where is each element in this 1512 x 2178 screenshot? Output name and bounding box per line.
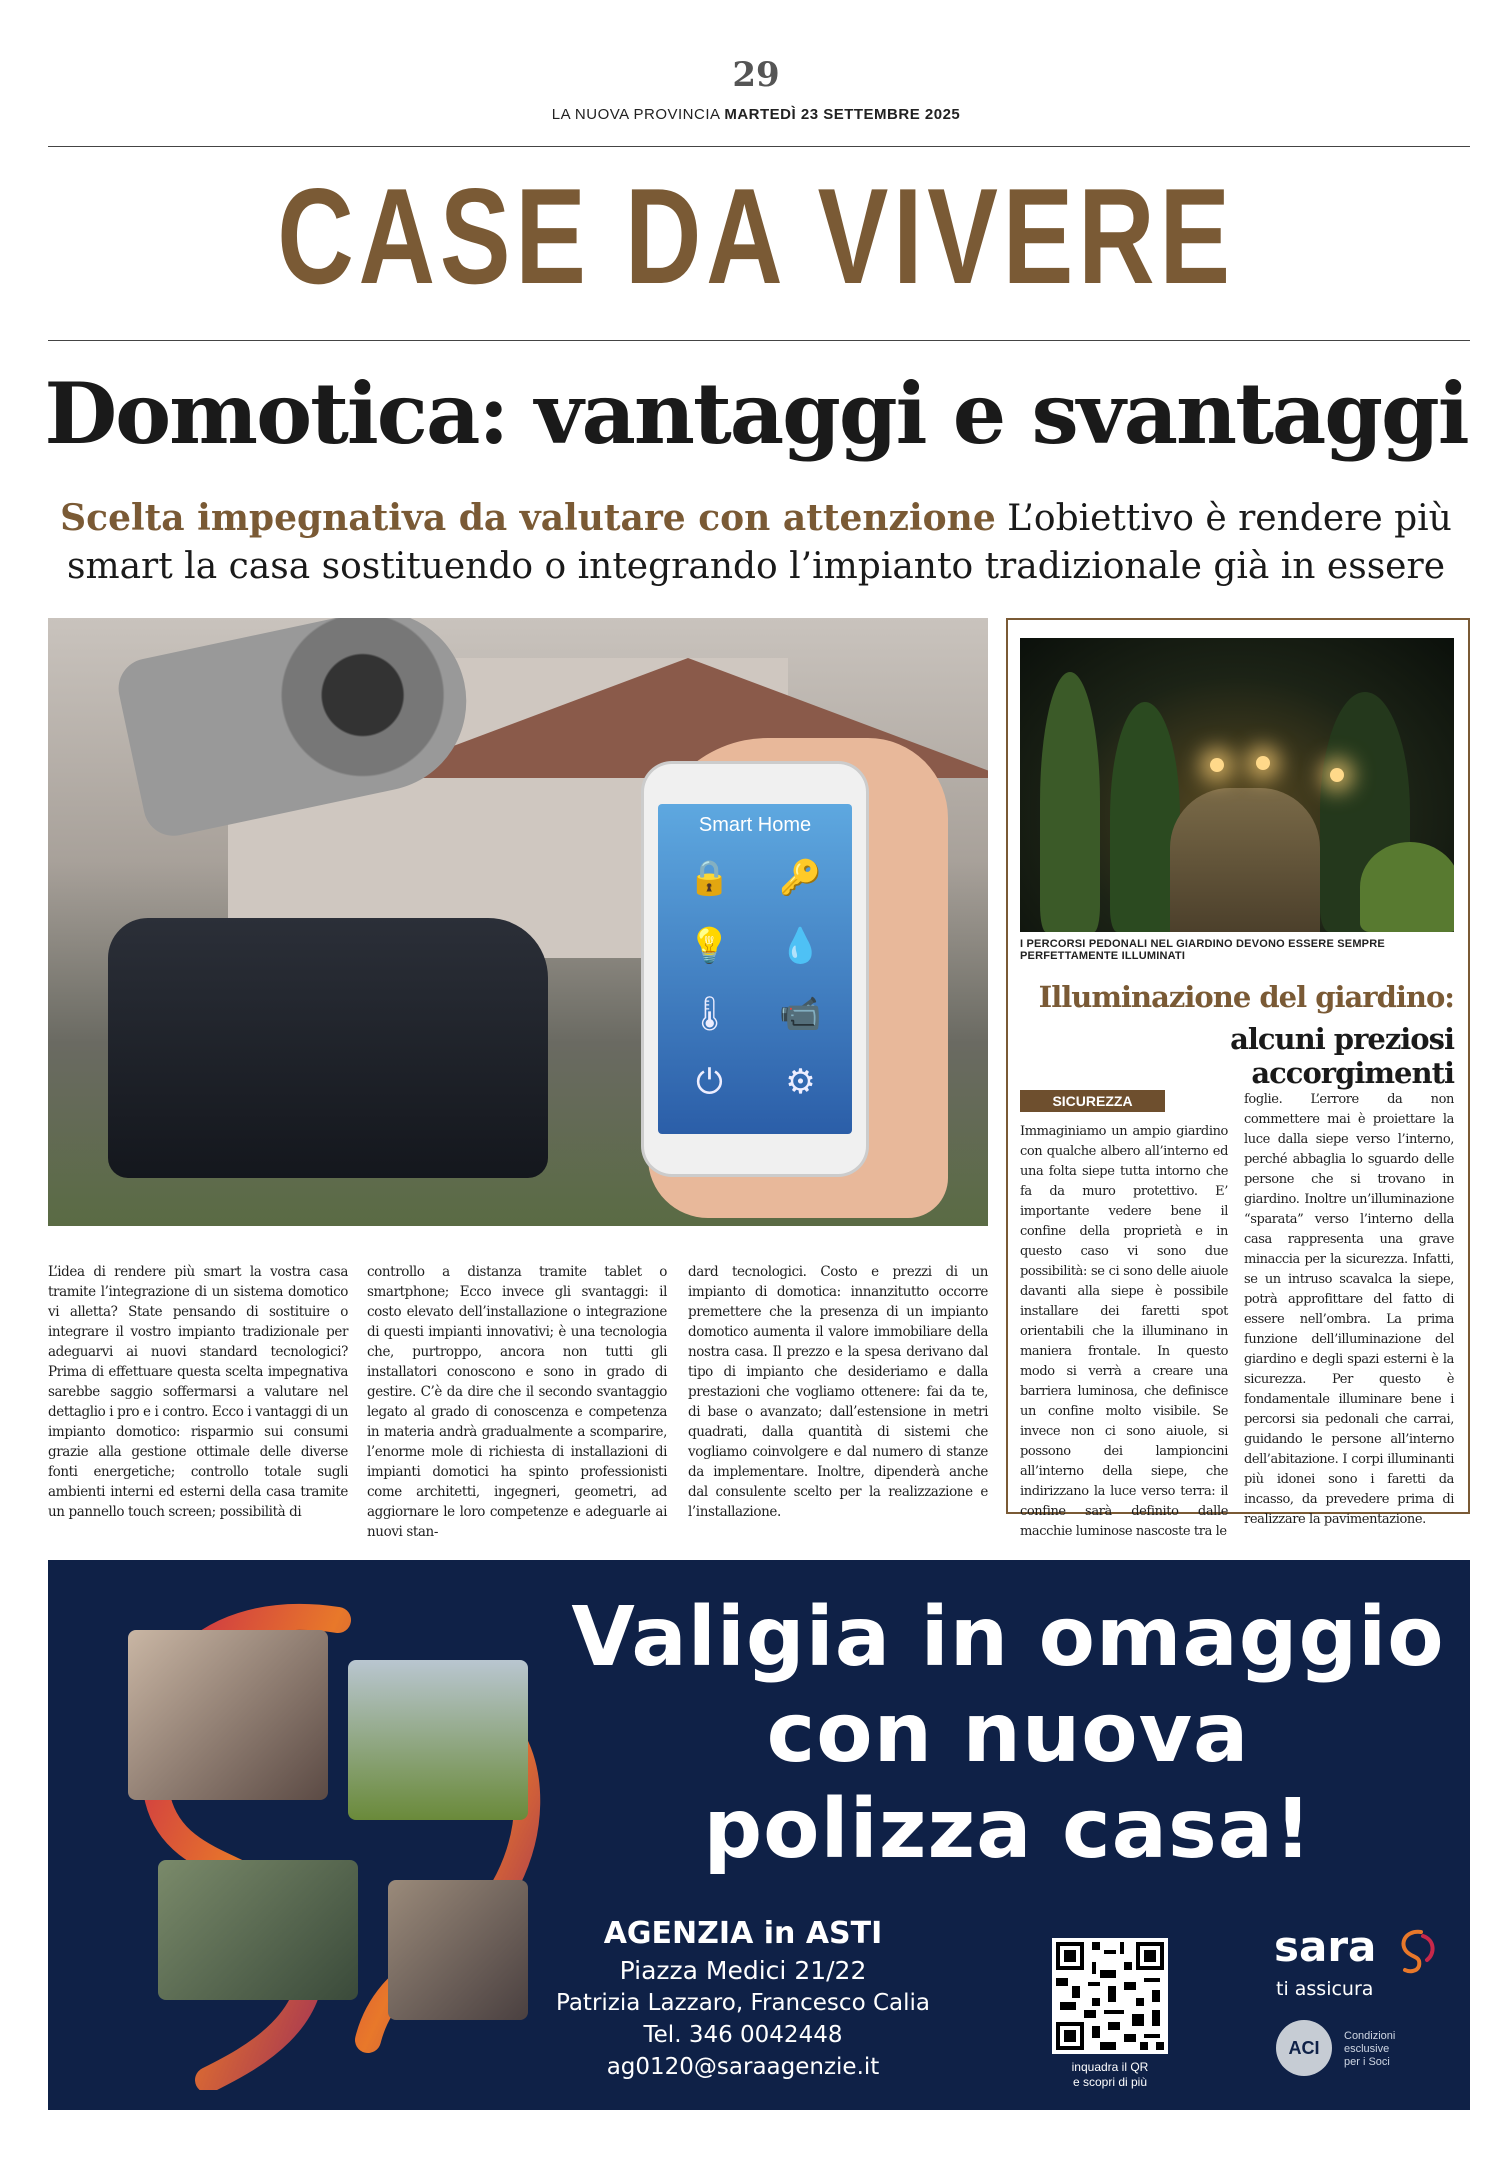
article-column-1: L’idea di rendere più smart la vostra casa tramite l’integrazione di un sistema domotico vi alletta? State pensando di sostituire o integrare il vostro impianto tradizionale per adeguarvi ai nuovi standard tecnologici? Prima di effettuare questa scelta impegnativa sarebbe saggio soffermarsi a valutare nel dettaglio i pro e i contro. Ecco i vantaggi di un impianto domotico: risparmio sui consumi grazie alla gestione ottimale delle diverse fonti energetiche; controllo totale sugli ambienti interni ed esterni della casa tramite un pannello touch screen; possibilità di bbox=[48, 1264, 348, 1520]
sara-swirl-icon bbox=[1391, 1926, 1439, 1974]
article-column-2: controllo a distanza tramite tablet o smartphone; Ecco invece gli svantaggi: il costo elevato dell’installazione o integrazione di questi impianti innovativi; è una tecnologia che, purtroppo, ancora non tutti gli installatori conoscono e sono in grado di gestire. C’è da dire che il secondo svantaggio legato al grado di conoscenza e competenza in materia andrà gradualmente a scomparire, l’enorme mole di richiesta di installazioni di impianti domotici ha spinto professionisti come architetti, ingegneri, geometri, ad aggiornare le loro competenze e adeguarle ai nuovi stan- bbox=[367, 1264, 667, 1540]
qr-code[interactable] bbox=[1052, 1938, 1168, 2054]
advertisement bbox=[48, 1560, 1470, 2110]
aci-note-line-3: per i Soci bbox=[1344, 2056, 1390, 2068]
water-drop-icon: 💧 bbox=[779, 926, 822, 966]
article-subhead bbox=[60, 494, 1452, 591]
agency-agents: Patrizia Lazzaro, Francesco Calia bbox=[556, 1990, 930, 2016]
sara-logo bbox=[1274, 1922, 1439, 1974]
sidebar-headline-1: Illuminazione del giardino: bbox=[1038, 980, 1454, 1014]
sidebar-headline-2: alcuni preziosi accorgimenti bbox=[1230, 1022, 1454, 1090]
page-number: 29 bbox=[732, 55, 780, 95]
aci-note-line-1: Condizioni bbox=[1344, 2030, 1396, 2042]
qr-caption bbox=[1028, 2060, 1192, 2090]
light-bulb-icon: 💡 bbox=[688, 926, 731, 966]
aci-note-line-2: esclusive bbox=[1344, 2043, 1390, 2055]
aci-note bbox=[1344, 2030, 1424, 2069]
qr-caption-line-1: inquadra il QR bbox=[1071, 2060, 1149, 2074]
agency-title: AGENZIA in ASTI bbox=[603, 1916, 883, 1951]
ad-headline-line-3: polizza casa! bbox=[703, 1782, 1313, 1877]
agency-email[interactable]: ag0120@saraagenzie.it bbox=[606, 2054, 880, 2080]
agency-address: Piazza Medici 21/22 bbox=[619, 1956, 867, 1985]
section-tag: SICUREZZA bbox=[1020, 1090, 1165, 1112]
subhead-kicker: Scelta impegnativa da valutare con attenzione bbox=[60, 497, 996, 539]
ad-headline-line-1: Valigia in omaggio bbox=[571, 1590, 1445, 1685]
ad-headline-line-2: con nuova bbox=[766, 1686, 1250, 1781]
section-title: CASE DA VIVERE bbox=[277, 160, 1235, 312]
article-column-3: dard tecnologici. Costo e prezzi di un impianto di domotica: innanzitutto occorre premettere che la presenza di un impianto domotico aumenta il valore immobiliare della nostra casa. Il prezzo e la spesa derivano dal tipo di impianto che desideriamo e dalla prestazioni che vogliamo ottenere: fai da te, di base o avanzato; dall’estensione in metri quadrati, dalla quantità di sistemi che vogliamo coinvolgere e dal numero di stanze da implementare. Inoltre, dipenderà anche dal consulente scelto per la realizzazione e l’installazione. bbox=[688, 1264, 988, 1520]
power-icon: ⏻ bbox=[696, 1062, 723, 1102]
section-rule bbox=[48, 340, 1470, 341]
garden-photo bbox=[1020, 638, 1454, 932]
smartphone-image bbox=[644, 764, 866, 1174]
sara-tagline: ti assicura bbox=[1276, 1978, 1374, 2000]
thermometer-icon: 🌡 bbox=[687, 994, 732, 1034]
gear-icon: ⚙ bbox=[785, 1062, 816, 1102]
sidebar-column-1: Immaginiamo un ampio giardino con qualche albero all’interno ed una folta siepe tutta intorno che fa da muro protettivo. E’ importante vedere bene il confine della proprietà e in questo caso vi sono due possibilità: se ci sono delle aiuole davanti alla siepe è possibile installare dei faretti spot orientabili che la illuminano in maniera frontale. In questo modo si verrà a creare una barriera luminosa, che definisce un confine molto visibile. Se invece non ci sono aiuole, si possono dei lampioncini all’interno della siepe, che indirizzano la luce verso terra: il confine sarà definito dalle macchie luminose nascoste tra le bbox=[1020, 1124, 1228, 1539]
ad-headline bbox=[568, 1590, 1448, 1878]
dateline bbox=[0, 106, 1512, 123]
car-image bbox=[108, 918, 548, 1178]
smart-home-app-title: Smart Home bbox=[698, 814, 812, 836]
sidebar-column-2: foglie. L’errore da non commettere mai è proiettare la luce dalla siepe verso l’interno, perché abbaglia lo sguardo delle persone che si trovano in giardino. Inoltre un’illuminazione “sparata” verso l’interno della casa rappresenta una grave minaccia per la sicurezza. Infatti, se un intruso scavalca la siepe, potrà approfittare del fatto di essere nell’ombra. La prima funzione dell’illuminazione del giardino e degli spazi esterni è la sicurezza. Per questo è fondamentale illuminare bene i percorsi sia pedonali che carrai, guidando le persone all’interno dell’abitazione. I corpi illuminanti più idonei sono i faretti da incasso, da prevedere prima di realizzare la pavimentazione. bbox=[1244, 1092, 1454, 1527]
lock-icon: 🔒 bbox=[688, 858, 731, 898]
key-shield-icon: 🔑 bbox=[779, 858, 822, 898]
qr-caption-line-2: e scopri di più bbox=[1072, 2075, 1148, 2089]
agency-phone: Tel. 346 0042448 bbox=[643, 2022, 843, 2048]
camera-icon: 📹 bbox=[779, 994, 822, 1034]
family-garden-photo bbox=[348, 1660, 528, 1820]
article-headline: Domotica: vantaggi e svantaggi bbox=[44, 364, 1468, 463]
man-outdoors-photo bbox=[158, 1860, 358, 2000]
main-photo bbox=[48, 618, 988, 1226]
aci-logo: ACI bbox=[1276, 2020, 1332, 2076]
issue-date: MARTEDÌ 23 SETTEMBRE 2025 bbox=[724, 106, 961, 123]
photo-caption: I PERCORSI PEDONALI NEL GIARDINO DEVONO ESSERE SEMPRE PERFETTAMENTE ILLUMINATI bbox=[1020, 938, 1385, 962]
woman-in-car-photo bbox=[128, 1630, 328, 1800]
top-rule bbox=[48, 146, 1470, 147]
office-meeting-photo bbox=[388, 1880, 528, 2020]
newspaper-name: LA NUOVA PROVINCIA bbox=[551, 106, 720, 123]
subhead-text: L’obiettivo è rendere più smart la casa sostituendo o integrando l’impianto tradizionale già in essere bbox=[66, 498, 1452, 587]
sara-wordmark: sara bbox=[1274, 1922, 1377, 1971]
